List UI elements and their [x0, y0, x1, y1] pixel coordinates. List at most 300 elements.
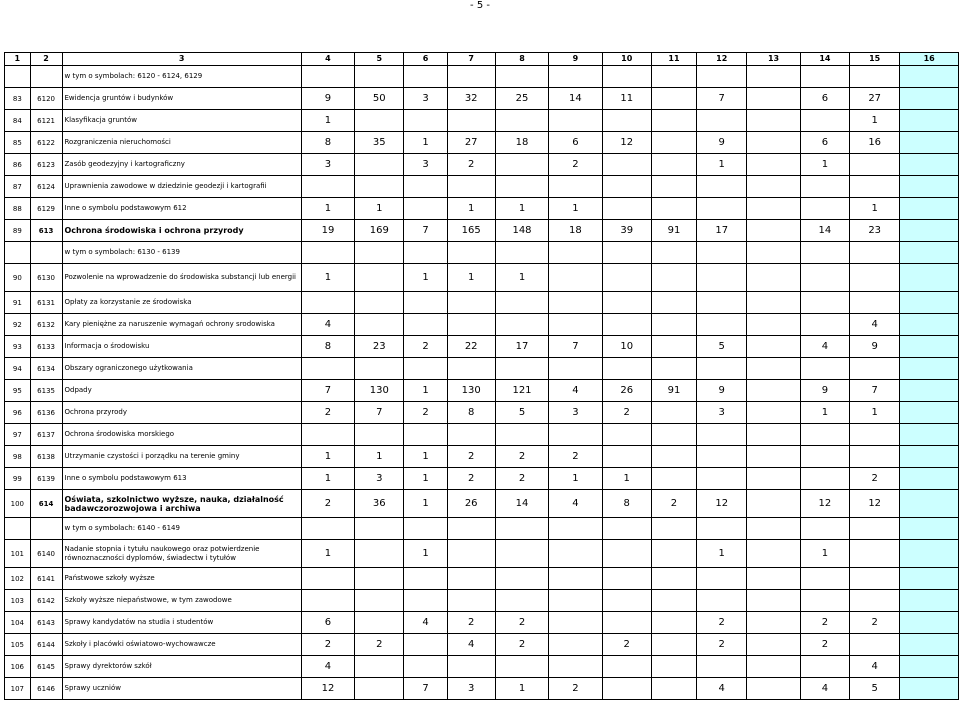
value-cell: 5: [850, 678, 900, 700]
value-cell: 130: [447, 380, 495, 402]
value-cell: [850, 424, 900, 446]
value-cell: [495, 518, 548, 540]
table-row: [5, 220, 959, 242]
value-cell: [549, 540, 602, 568]
value-cell: [900, 380, 959, 402]
value-cell: 6: [800, 132, 849, 154]
value-cell: [747, 220, 800, 242]
value-cell: [404, 66, 447, 88]
value-cell: 9: [800, 380, 849, 402]
value-cell: [651, 656, 696, 678]
value-cell: [747, 402, 800, 424]
value-cell: 91: [651, 380, 696, 402]
value-cell: [447, 358, 495, 380]
value-cell: [747, 242, 800, 264]
row-number-cell: 84: [5, 110, 31, 132]
value-cell: 19: [301, 220, 354, 242]
value-cell: [355, 154, 404, 176]
value-cell: [549, 634, 602, 656]
column-header: 3: [62, 53, 301, 66]
value-cell: [747, 154, 800, 176]
value-cell: [301, 292, 354, 314]
value-cell: [495, 292, 548, 314]
value-cell: [651, 154, 696, 176]
symbol-cell: 6140: [30, 540, 62, 568]
value-cell: [747, 518, 800, 540]
symbol-cell: 6120: [30, 88, 62, 110]
value-cell: [301, 242, 354, 264]
value-cell: [900, 518, 959, 540]
value-cell: [850, 518, 900, 540]
value-cell: [602, 242, 651, 264]
column-header: 4: [301, 53, 354, 66]
value-cell: 1: [495, 198, 548, 220]
value-cell: 3: [355, 468, 404, 490]
table-row: [5, 154, 959, 176]
value-cell: 2: [697, 612, 747, 634]
value-cell: 2: [495, 612, 548, 634]
symbol-cell: 6121: [30, 110, 62, 132]
value-cell: 50: [355, 88, 404, 110]
value-cell: [651, 314, 696, 336]
value-cell: [800, 568, 849, 590]
value-cell: [651, 446, 696, 468]
row-number-cell: 86: [5, 154, 31, 176]
value-cell: 1: [850, 198, 900, 220]
row-number-cell: 96: [5, 402, 31, 424]
value-cell: 12: [602, 132, 651, 154]
symbol-cell: 6134: [30, 358, 62, 380]
value-cell: 148: [495, 220, 548, 242]
value-cell: [549, 590, 602, 612]
value-cell: [747, 110, 800, 132]
value-cell: [404, 568, 447, 590]
value-cell: 2: [651, 490, 696, 518]
description-cell: Ochrona środowiska morskiego: [62, 424, 301, 446]
value-cell: 3: [697, 402, 747, 424]
value-cell: 4: [549, 490, 602, 518]
value-cell: [651, 590, 696, 612]
header-row: [5, 53, 959, 66]
value-cell: 1: [404, 132, 447, 154]
value-cell: 2: [495, 446, 548, 468]
value-cell: [355, 66, 404, 88]
value-cell: 165: [447, 220, 495, 242]
value-cell: [301, 518, 354, 540]
value-cell: 39: [602, 220, 651, 242]
value-cell: 1: [549, 198, 602, 220]
value-cell: 7: [850, 380, 900, 402]
value-cell: [697, 292, 747, 314]
value-cell: [447, 424, 495, 446]
value-cell: [697, 264, 747, 292]
value-cell: 12: [697, 490, 747, 518]
value-cell: [651, 568, 696, 590]
value-cell: [651, 242, 696, 264]
subheading-label: w tym o symbolach: 6130 - 6139: [62, 242, 301, 264]
value-cell: 12: [301, 678, 354, 700]
value-cell: [549, 612, 602, 634]
value-cell: 2: [404, 336, 447, 358]
row-number-cell: 104: [5, 612, 31, 634]
value-cell: [495, 154, 548, 176]
value-cell: [747, 424, 800, 446]
value-cell: [800, 446, 849, 468]
table-row: [5, 336, 959, 358]
symbol-cell: 6130: [30, 264, 62, 292]
column-header: 12: [697, 53, 747, 66]
value-cell: 2: [697, 634, 747, 656]
value-cell: 1: [602, 468, 651, 490]
value-cell: [850, 264, 900, 292]
value-cell: [495, 176, 548, 198]
value-cell: [900, 612, 959, 634]
column-header: 9: [549, 53, 602, 66]
value-cell: [697, 518, 747, 540]
symbol-cell: 6122: [30, 132, 62, 154]
value-cell: [747, 612, 800, 634]
description-cell: Ochrona środowiska i ochrona przyrody: [62, 220, 301, 242]
symbol-cell: [30, 242, 62, 264]
value-cell: [651, 176, 696, 198]
symbol-cell: 6124: [30, 176, 62, 198]
value-cell: [850, 568, 900, 590]
description-cell: Odpady: [62, 380, 301, 402]
value-cell: [404, 656, 447, 678]
value-cell: 5: [495, 402, 548, 424]
value-cell: [651, 292, 696, 314]
value-cell: [549, 264, 602, 292]
value-cell: [651, 336, 696, 358]
table-row: [5, 612, 959, 634]
symbol-cell: 6145: [30, 656, 62, 678]
value-cell: 1: [447, 264, 495, 292]
value-cell: 2: [447, 612, 495, 634]
value-cell: [355, 656, 404, 678]
value-cell: [404, 518, 447, 540]
column-header: 7: [447, 53, 495, 66]
column-header: 16: [900, 53, 959, 66]
description-cell: Państwowe szkoły wyższe: [62, 568, 301, 590]
value-cell: [900, 468, 959, 490]
value-cell: [495, 66, 548, 88]
value-cell: 8: [301, 336, 354, 358]
value-cell: [900, 634, 959, 656]
symbol-cell: 6133: [30, 336, 62, 358]
value-cell: 1: [697, 154, 747, 176]
value-cell: 4: [301, 314, 354, 336]
description-cell: Informacja o środowisku: [62, 336, 301, 358]
value-cell: [404, 198, 447, 220]
value-cell: [697, 424, 747, 446]
value-cell: 9: [697, 380, 747, 402]
table-row: [5, 424, 959, 446]
value-cell: [602, 358, 651, 380]
row-number-cell: 95: [5, 380, 31, 402]
value-cell: 1: [447, 198, 495, 220]
value-cell: 7: [549, 336, 602, 358]
value-cell: [602, 590, 651, 612]
value-cell: 1: [301, 198, 354, 220]
table-row: [5, 568, 959, 590]
value-cell: 6: [301, 612, 354, 634]
value-cell: [495, 314, 548, 336]
row-number-cell: 85: [5, 132, 31, 154]
value-cell: 2: [850, 612, 900, 634]
value-cell: [651, 88, 696, 110]
value-cell: [800, 242, 849, 264]
value-cell: [602, 292, 651, 314]
table-row: [5, 540, 959, 568]
row-number-cell: 92: [5, 314, 31, 336]
subheading-row: [5, 66, 959, 88]
value-cell: [404, 110, 447, 132]
value-cell: 32: [447, 88, 495, 110]
description-cell: Klasyfikacja gruntów: [62, 110, 301, 132]
symbol-cell: 6129: [30, 198, 62, 220]
value-cell: [404, 176, 447, 198]
value-cell: [747, 678, 800, 700]
value-cell: [404, 242, 447, 264]
value-cell: 7: [697, 88, 747, 110]
value-cell: [447, 176, 495, 198]
row-number-cell: 106: [5, 656, 31, 678]
value-cell: 25: [495, 88, 548, 110]
value-cell: [651, 678, 696, 700]
symbol-cell: 6137: [30, 424, 62, 446]
row-number-cell: [5, 242, 31, 264]
row-number-cell: 83: [5, 88, 31, 110]
value-cell: [651, 424, 696, 446]
row-number-cell: 97: [5, 424, 31, 446]
value-cell: [602, 110, 651, 132]
value-cell: 1: [355, 198, 404, 220]
value-cell: [747, 358, 800, 380]
value-cell: [747, 336, 800, 358]
value-cell: [651, 634, 696, 656]
value-cell: 3: [404, 154, 447, 176]
value-cell: 14: [800, 220, 849, 242]
row-number-cell: 98: [5, 446, 31, 468]
symbol-cell: 6135: [30, 380, 62, 402]
value-cell: 18: [495, 132, 548, 154]
row-number-cell: 94: [5, 358, 31, 380]
value-cell: [900, 264, 959, 292]
value-cell: 1: [800, 540, 849, 568]
row-number-cell: 89: [5, 220, 31, 242]
value-cell: [404, 424, 447, 446]
value-cell: [447, 66, 495, 88]
value-cell: 1: [404, 380, 447, 402]
value-cell: 1: [404, 446, 447, 468]
value-cell: 1: [800, 154, 849, 176]
value-cell: [495, 358, 548, 380]
value-cell: 2: [602, 634, 651, 656]
value-cell: [602, 198, 651, 220]
description-cell: Nadanie stopnia i tytułu naukowego oraz potwierdzenie równoznaczności dyplomów, świadectw i tytułów: [62, 540, 301, 568]
value-cell: [697, 590, 747, 612]
value-cell: [355, 110, 404, 132]
value-cell: 9: [301, 88, 354, 110]
subheading-label: w tym o symbolach: 6140 - 6149: [62, 518, 301, 540]
value-cell: 2: [850, 468, 900, 490]
value-cell: 8: [447, 402, 495, 424]
value-cell: 8: [602, 490, 651, 518]
value-cell: 4: [850, 314, 900, 336]
value-cell: [602, 154, 651, 176]
value-cell: 5: [697, 336, 747, 358]
value-cell: [651, 132, 696, 154]
value-cell: [800, 518, 849, 540]
value-cell: 2: [602, 402, 651, 424]
value-cell: 4: [850, 656, 900, 678]
value-cell: [651, 110, 696, 132]
table-row: [5, 110, 959, 132]
value-cell: 3: [404, 88, 447, 110]
value-cell: [301, 176, 354, 198]
value-cell: [549, 518, 602, 540]
description-cell: Utrzymanie czystości i porządku na terenie gminy: [62, 446, 301, 468]
value-cell: 16: [850, 132, 900, 154]
value-cell: [900, 292, 959, 314]
value-cell: [355, 242, 404, 264]
value-cell: 6: [549, 132, 602, 154]
value-cell: 35: [355, 132, 404, 154]
value-cell: [651, 198, 696, 220]
value-cell: [900, 446, 959, 468]
value-cell: [355, 264, 404, 292]
row-number-cell: 90: [5, 264, 31, 292]
value-cell: [602, 424, 651, 446]
value-cell: 12: [850, 490, 900, 518]
value-cell: [800, 358, 849, 380]
column-header: 14: [800, 53, 849, 66]
column-header: 1: [5, 53, 31, 66]
value-cell: [355, 590, 404, 612]
value-cell: [404, 358, 447, 380]
value-cell: [602, 66, 651, 88]
value-cell: [747, 66, 800, 88]
value-cell: [549, 176, 602, 198]
value-cell: [900, 66, 959, 88]
symbol-cell: 6146: [30, 678, 62, 700]
value-cell: 4: [697, 678, 747, 700]
value-cell: [651, 402, 696, 424]
value-cell: [697, 358, 747, 380]
value-cell: [900, 220, 959, 242]
value-cell: [900, 176, 959, 198]
value-cell: 2: [301, 634, 354, 656]
value-cell: [355, 518, 404, 540]
value-cell: 2: [404, 402, 447, 424]
value-cell: [447, 656, 495, 678]
value-cell: [900, 314, 959, 336]
value-cell: [447, 314, 495, 336]
row-number-cell: [5, 518, 31, 540]
value-cell: [651, 264, 696, 292]
value-cell: [355, 292, 404, 314]
value-cell: [800, 468, 849, 490]
row-number-cell: 93: [5, 336, 31, 358]
subheading-row: [5, 518, 959, 540]
value-cell: [900, 154, 959, 176]
value-cell: 1: [301, 264, 354, 292]
description-cell: Oświata, szkolnictwo wyższe, nauka, działalność badawczorozwojowa i archiwa: [62, 490, 301, 518]
value-cell: 36: [355, 490, 404, 518]
value-cell: [900, 88, 959, 110]
table-row: [5, 490, 959, 518]
value-cell: [850, 176, 900, 198]
value-cell: [747, 314, 800, 336]
value-cell: [747, 634, 800, 656]
column-header: 13: [747, 53, 800, 66]
symbol-cell: 6131: [30, 292, 62, 314]
row-number-cell: 91: [5, 292, 31, 314]
table-row: [5, 446, 959, 468]
value-cell: [355, 424, 404, 446]
value-cell: 2: [549, 154, 602, 176]
value-cell: [602, 518, 651, 540]
symbol-cell: 6136: [30, 402, 62, 424]
value-cell: [602, 314, 651, 336]
value-cell: 1: [404, 490, 447, 518]
description-cell: Szkoły i placówki oświatowo-wychowawcze: [62, 634, 301, 656]
row-number-cell: 103: [5, 590, 31, 612]
value-cell: [900, 424, 959, 446]
value-cell: 4: [404, 612, 447, 634]
value-cell: [747, 568, 800, 590]
value-cell: [495, 242, 548, 264]
value-cell: [301, 590, 354, 612]
value-cell: 6: [800, 88, 849, 110]
column-header: 2: [30, 53, 62, 66]
value-cell: [355, 612, 404, 634]
symbol-cell: 614: [30, 490, 62, 518]
value-cell: [697, 446, 747, 468]
value-cell: 12: [800, 490, 849, 518]
value-cell: [900, 198, 959, 220]
column-header: 11: [651, 53, 696, 66]
symbol-cell: 6139: [30, 468, 62, 490]
value-cell: [495, 424, 548, 446]
description-cell: Sprawy kandydatów na studia i studentów: [62, 612, 301, 634]
value-cell: [747, 88, 800, 110]
value-cell: [800, 424, 849, 446]
value-cell: [900, 490, 959, 518]
table-row: [5, 198, 959, 220]
description-cell: Zasób geodezyjny i kartograficzny: [62, 154, 301, 176]
value-cell: 2: [495, 634, 548, 656]
value-cell: [602, 264, 651, 292]
value-cell: 3: [447, 678, 495, 700]
value-cell: [495, 590, 548, 612]
value-cell: [447, 540, 495, 568]
table-row: [5, 590, 959, 612]
value-cell: [900, 590, 959, 612]
value-cell: [355, 540, 404, 568]
value-cell: [747, 468, 800, 490]
page-number: - 5 -: [470, 0, 490, 11]
value-cell: [900, 336, 959, 358]
value-cell: [800, 110, 849, 132]
description-cell: Inne o symbolu podstawowym 612: [62, 198, 301, 220]
value-cell: 22: [447, 336, 495, 358]
value-cell: [549, 292, 602, 314]
value-cell: 18: [549, 220, 602, 242]
value-cell: 2: [447, 154, 495, 176]
value-cell: 11: [602, 88, 651, 110]
value-cell: [800, 590, 849, 612]
